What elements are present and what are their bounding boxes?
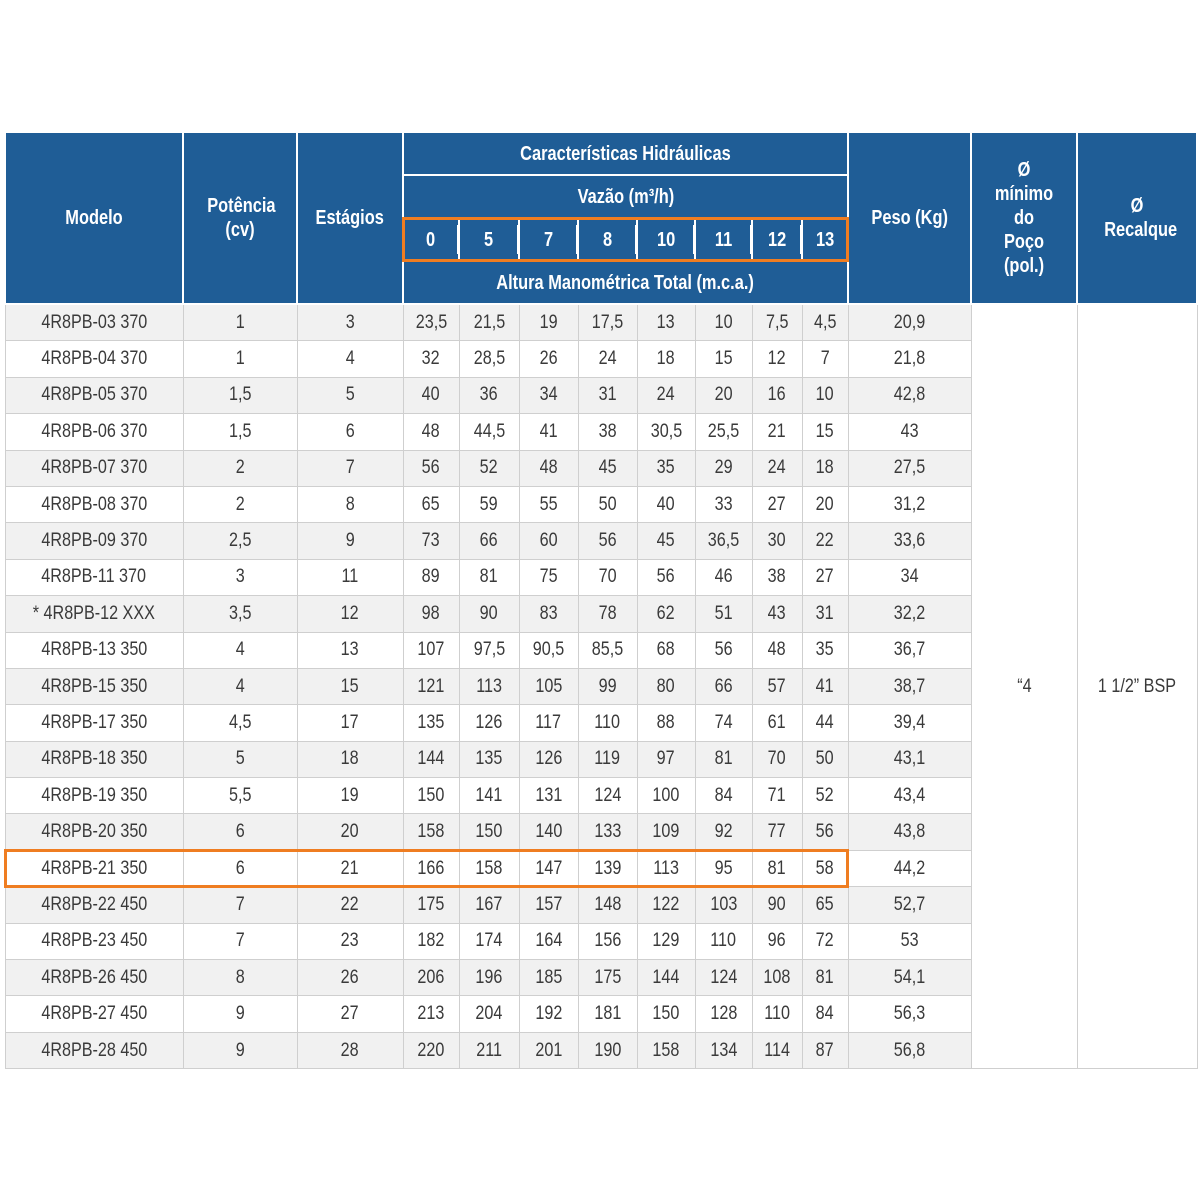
cell-altura: 78 xyxy=(578,596,637,632)
cell-estagios: 11 xyxy=(297,559,403,595)
cell-altura: 110 xyxy=(695,923,752,959)
cell-estagios: 7 xyxy=(297,450,403,486)
cell-altura: 51 xyxy=(695,596,752,632)
cell-peso: 43,8 xyxy=(848,814,971,850)
cell-altura: 90 xyxy=(459,596,519,632)
cell-altura: 52 xyxy=(459,450,519,486)
cell-altura: 48 xyxy=(519,450,578,486)
cell-peso: 39,4 xyxy=(848,705,971,741)
cell-altura: 35 xyxy=(637,450,695,486)
cell-altura: 196 xyxy=(459,960,519,996)
cell-modelo: 4R8PB-21 350 xyxy=(5,850,183,886)
cell-altura: 90,5 xyxy=(519,632,578,668)
cell-altura: 60 xyxy=(519,523,578,559)
cell-estagios: 19 xyxy=(297,778,403,814)
cell-potencia: 2,5 xyxy=(183,523,297,559)
cell-modelo: 4R8PB-28 450 xyxy=(5,1032,183,1068)
cell-altura: 87 xyxy=(802,1032,848,1068)
cell-modelo: 4R8PB-05 370 xyxy=(5,377,183,413)
cell-altura: 70 xyxy=(752,741,802,777)
cell-altura: 122 xyxy=(637,887,695,923)
cell-altura: 55 xyxy=(519,486,578,522)
cell-potencia: 5 xyxy=(183,741,297,777)
cell-altura: 81 xyxy=(752,850,802,886)
cell-altura: 85,5 xyxy=(578,632,637,668)
flow-value: 11 xyxy=(695,218,752,261)
cell-modelo: 4R8PB-19 350 xyxy=(5,778,183,814)
cell-estagios: 27 xyxy=(297,996,403,1032)
cell-altura: 141 xyxy=(459,778,519,814)
cell-diametro-poco: “4 xyxy=(971,304,1077,1069)
cell-peso: 52,7 xyxy=(848,887,971,923)
cell-altura: 190 xyxy=(578,1032,637,1068)
cell-altura: 192 xyxy=(519,996,578,1032)
header-altura: Altura Manométrica Total (m.c.a.) xyxy=(403,261,848,304)
cell-estagios: 8 xyxy=(297,486,403,522)
cell-modelo: 4R8PB-15 350 xyxy=(5,668,183,704)
cell-altura: 56 xyxy=(637,559,695,595)
header-peso: Peso (Kg) xyxy=(848,132,971,304)
cell-altura: 158 xyxy=(637,1032,695,1068)
cell-altura: 81 xyxy=(695,741,752,777)
cell-altura: 81 xyxy=(459,559,519,595)
cell-altura: 56 xyxy=(802,814,848,850)
cell-altura: 15 xyxy=(802,414,848,450)
cell-peso: 27,5 xyxy=(848,450,971,486)
cell-altura: 31 xyxy=(802,596,848,632)
cell-altura: 140 xyxy=(519,814,578,850)
cell-altura: 24 xyxy=(578,341,637,377)
cell-altura: 97,5 xyxy=(459,632,519,668)
cell-altura: 30 xyxy=(752,523,802,559)
cell-altura: 128 xyxy=(695,996,752,1032)
cell-modelo: 4R8PB-13 350 xyxy=(5,632,183,668)
cell-altura: 34 xyxy=(519,377,578,413)
cell-peso: 34 xyxy=(848,559,971,595)
cell-altura: 213 xyxy=(403,996,459,1032)
cell-altura: 158 xyxy=(403,814,459,850)
cell-potencia: 9 xyxy=(183,996,297,1032)
cell-altura: 25,5 xyxy=(695,414,752,450)
cell-altura: 124 xyxy=(695,960,752,996)
cell-altura: 57 xyxy=(752,668,802,704)
cell-altura: 126 xyxy=(519,741,578,777)
cell-altura: 56 xyxy=(403,450,459,486)
cell-altura: 41 xyxy=(802,668,848,704)
cell-estagios: 26 xyxy=(297,960,403,996)
cell-peso: 31,2 xyxy=(848,486,971,522)
cell-estagios: 28 xyxy=(297,1032,403,1068)
cell-altura: 131 xyxy=(519,778,578,814)
cell-altura: 71 xyxy=(752,778,802,814)
cell-potencia: 7 xyxy=(183,887,297,923)
cell-altura: 20 xyxy=(802,486,848,522)
cell-altura: 150 xyxy=(459,814,519,850)
table-header xyxy=(5,132,1197,304)
cell-altura: 10 xyxy=(802,377,848,413)
cell-altura: 135 xyxy=(403,705,459,741)
cell-altura: 24 xyxy=(752,450,802,486)
pump-spec-table-wrapper xyxy=(4,131,1196,1069)
cell-altura: 150 xyxy=(637,996,695,1032)
cell-altura: 43 xyxy=(752,596,802,632)
cell-modelo: 4R8PB-04 370 xyxy=(5,341,183,377)
cell-altura: 38 xyxy=(578,414,637,450)
cell-estagios: 22 xyxy=(297,887,403,923)
cell-altura: 144 xyxy=(403,741,459,777)
cell-altura: 15 xyxy=(695,341,752,377)
cell-altura: 182 xyxy=(403,923,459,959)
cell-altura: 74 xyxy=(695,705,752,741)
cell-modelo: 4R8PB-11 370 xyxy=(5,559,183,595)
cell-altura: 114 xyxy=(752,1032,802,1068)
cell-altura: 40 xyxy=(637,486,695,522)
cell-altura: 27 xyxy=(802,559,848,595)
cell-altura: 135 xyxy=(459,741,519,777)
cell-potencia: 2 xyxy=(183,486,297,522)
header-vazao: Vazão (m³/h) xyxy=(403,175,848,218)
cell-altura: 108 xyxy=(752,960,802,996)
cell-altura: 158 xyxy=(459,850,519,886)
cell-altura: 27 xyxy=(752,486,802,522)
cell-modelo: 4R8PB-18 350 xyxy=(5,741,183,777)
cell-altura: 88 xyxy=(637,705,695,741)
cell-peso: 56,8 xyxy=(848,1032,971,1068)
cell-modelo: 4R8PB-26 450 xyxy=(5,960,183,996)
cell-altura: 70 xyxy=(578,559,637,595)
cell-altura: 92 xyxy=(695,814,752,850)
cell-estagios: 20 xyxy=(297,814,403,850)
cell-potencia: 1,5 xyxy=(183,414,297,450)
cell-peso: 43 xyxy=(848,414,971,450)
cell-altura: 77 xyxy=(752,814,802,850)
cell-modelo: 4R8PB-23 450 xyxy=(5,923,183,959)
cell-altura: 72 xyxy=(802,923,848,959)
cell-peso: 36,7 xyxy=(848,632,971,668)
cell-estagios: 15 xyxy=(297,668,403,704)
cell-potencia: 4 xyxy=(183,668,297,704)
cell-potencia: 6 xyxy=(183,850,297,886)
cell-altura: 113 xyxy=(459,668,519,704)
cell-altura: 28,5 xyxy=(459,341,519,377)
cell-altura: 166 xyxy=(403,850,459,886)
cell-estagios: 13 xyxy=(297,632,403,668)
cell-altura: 32 xyxy=(403,341,459,377)
cell-modelo: 4R8PB-20 350 xyxy=(5,814,183,850)
cell-peso: 53 xyxy=(848,923,971,959)
cell-altura: 109 xyxy=(637,814,695,850)
cell-potencia: 6 xyxy=(183,814,297,850)
header-recalque: Ø Recalque xyxy=(1077,132,1197,304)
cell-modelo: 4R8PB-09 370 xyxy=(5,523,183,559)
cell-altura: 48 xyxy=(752,632,802,668)
cell-altura: 65 xyxy=(403,486,459,522)
cell-altura: 107 xyxy=(403,632,459,668)
cell-recalque: 1 1/2” BSP xyxy=(1077,304,1197,1069)
cell-altura: 206 xyxy=(403,960,459,996)
cell-estagios: 21 xyxy=(297,850,403,886)
pump-spec-table xyxy=(4,131,1198,1069)
cell-altura: 80 xyxy=(637,668,695,704)
cell-altura: 157 xyxy=(519,887,578,923)
cell-modelo: 4R8PB-27 450 xyxy=(5,996,183,1032)
cell-altura: 13 xyxy=(637,304,695,341)
cell-altura: 81 xyxy=(802,960,848,996)
cell-altura: 110 xyxy=(752,996,802,1032)
cell-altura: 68 xyxy=(637,632,695,668)
cell-altura: 45 xyxy=(578,450,637,486)
header-diametro-poco: Ø mínimo do Poço (pol.) xyxy=(971,132,1077,304)
cell-altura: 19 xyxy=(519,304,578,341)
cell-potencia: 2 xyxy=(183,450,297,486)
cell-altura: 7,5 xyxy=(752,304,802,341)
cell-altura: 134 xyxy=(695,1032,752,1068)
flow-value: 12 xyxy=(752,218,802,261)
cell-altura: 119 xyxy=(578,741,637,777)
cell-potencia: 1 xyxy=(183,341,297,377)
cell-altura: 30,5 xyxy=(637,414,695,450)
cell-altura: 26 xyxy=(519,341,578,377)
cell-altura: 100 xyxy=(637,778,695,814)
cell-altura: 36,5 xyxy=(695,523,752,559)
cell-altura: 84 xyxy=(802,996,848,1032)
table-row xyxy=(5,304,1197,341)
cell-altura: 99 xyxy=(578,668,637,704)
cell-potencia: 7 xyxy=(183,923,297,959)
cell-altura: 56 xyxy=(578,523,637,559)
cell-peso: 54,1 xyxy=(848,960,971,996)
cell-altura: 58 xyxy=(802,850,848,886)
cell-altura: 95 xyxy=(695,850,752,886)
cell-potencia: 1,5 xyxy=(183,377,297,413)
cell-altura: 4,5 xyxy=(802,304,848,341)
cell-estagios: 23 xyxy=(297,923,403,959)
cell-potencia: 1 xyxy=(183,304,297,341)
cell-altura: 211 xyxy=(459,1032,519,1068)
cell-altura: 52 xyxy=(802,778,848,814)
cell-altura: 12 xyxy=(752,341,802,377)
cell-estagios: 5 xyxy=(297,377,403,413)
cell-altura: 97 xyxy=(637,741,695,777)
cell-estagios: 18 xyxy=(297,741,403,777)
cell-altura: 150 xyxy=(403,778,459,814)
cell-modelo: 4R8PB-08 370 xyxy=(5,486,183,522)
header-caracteristicas: Características Hidráulicas xyxy=(403,132,848,175)
cell-potencia: 3,5 xyxy=(183,596,297,632)
cell-altura: 147 xyxy=(519,850,578,886)
cell-peso: 44,2 xyxy=(848,850,971,886)
cell-altura: 56 xyxy=(695,632,752,668)
cell-modelo: * 4R8PB-12 XXX xyxy=(5,596,183,632)
cell-peso: 38,7 xyxy=(848,668,971,704)
cell-modelo: 4R8PB-17 350 xyxy=(5,705,183,741)
cell-potencia: 5,5 xyxy=(183,778,297,814)
cell-altura: 59 xyxy=(459,486,519,522)
cell-altura: 96 xyxy=(752,923,802,959)
cell-potencia: 4,5 xyxy=(183,705,297,741)
cell-altura: 38 xyxy=(752,559,802,595)
cell-altura: 75 xyxy=(519,559,578,595)
flow-value: 13 xyxy=(802,218,848,261)
cell-altura: 105 xyxy=(519,668,578,704)
cell-altura: 185 xyxy=(519,960,578,996)
cell-altura: 41 xyxy=(519,414,578,450)
cell-altura: 144 xyxy=(637,960,695,996)
cell-altura: 18 xyxy=(802,450,848,486)
cell-peso: 42,8 xyxy=(848,377,971,413)
cell-altura: 21,5 xyxy=(459,304,519,341)
cell-altura: 126 xyxy=(459,705,519,741)
cell-altura: 21 xyxy=(752,414,802,450)
cell-peso: 56,3 xyxy=(848,996,971,1032)
cell-altura: 204 xyxy=(459,996,519,1032)
flow-value: 5 xyxy=(459,218,519,261)
cell-altura: 22 xyxy=(802,523,848,559)
cell-altura: 121 xyxy=(403,668,459,704)
cell-altura: 61 xyxy=(752,705,802,741)
cell-altura: 29 xyxy=(695,450,752,486)
cell-altura: 24 xyxy=(637,377,695,413)
cell-estagios: 12 xyxy=(297,596,403,632)
cell-altura: 66 xyxy=(459,523,519,559)
flow-value: 0 xyxy=(403,218,459,261)
cell-peso: 33,6 xyxy=(848,523,971,559)
cell-altura: 36 xyxy=(459,377,519,413)
cell-altura: 18 xyxy=(637,341,695,377)
cell-altura: 62 xyxy=(637,596,695,632)
cell-modelo: 4R8PB-07 370 xyxy=(5,450,183,486)
cell-altura: 10 xyxy=(695,304,752,341)
cell-peso: 43,4 xyxy=(848,778,971,814)
cell-altura: 110 xyxy=(578,705,637,741)
cell-potencia: 8 xyxy=(183,960,297,996)
cell-altura: 90 xyxy=(752,887,802,923)
cell-altura: 98 xyxy=(403,596,459,632)
cell-peso: 20,9 xyxy=(848,304,971,341)
cell-modelo: 4R8PB-22 450 xyxy=(5,887,183,923)
cell-altura: 73 xyxy=(403,523,459,559)
cell-altura: 33 xyxy=(695,486,752,522)
cell-estagios: 17 xyxy=(297,705,403,741)
cell-altura: 201 xyxy=(519,1032,578,1068)
flow-value: 8 xyxy=(578,218,637,261)
cell-altura: 181 xyxy=(578,996,637,1032)
cell-estagios: 4 xyxy=(297,341,403,377)
cell-estagios: 9 xyxy=(297,523,403,559)
cell-altura: 167 xyxy=(459,887,519,923)
cell-altura: 45 xyxy=(637,523,695,559)
cell-altura: 129 xyxy=(637,923,695,959)
cell-peso: 43,1 xyxy=(848,741,971,777)
cell-altura: 139 xyxy=(578,850,637,886)
cell-altura: 44 xyxy=(802,705,848,741)
cell-altura: 84 xyxy=(695,778,752,814)
cell-altura: 175 xyxy=(403,887,459,923)
cell-altura: 117 xyxy=(519,705,578,741)
cell-potencia: 4 xyxy=(183,632,297,668)
cell-altura: 124 xyxy=(578,778,637,814)
cell-altura: 65 xyxy=(802,887,848,923)
cell-estagios: 3 xyxy=(297,304,403,341)
cell-altura: 50 xyxy=(802,741,848,777)
cell-altura: 89 xyxy=(403,559,459,595)
cell-altura: 220 xyxy=(403,1032,459,1068)
flow-value: 10 xyxy=(637,218,695,261)
cell-potencia: 3 xyxy=(183,559,297,595)
cell-modelo: 4R8PB-06 370 xyxy=(5,414,183,450)
cell-estagios: 6 xyxy=(297,414,403,450)
cell-altura: 103 xyxy=(695,887,752,923)
cell-modelo: 4R8PB-03 370 xyxy=(5,304,183,341)
cell-altura: 7 xyxy=(802,341,848,377)
cell-altura: 20 xyxy=(695,377,752,413)
cell-peso: 32,2 xyxy=(848,596,971,632)
cell-altura: 133 xyxy=(578,814,637,850)
cell-altura: 23,5 xyxy=(403,304,459,341)
cell-altura: 44,5 xyxy=(459,414,519,450)
cell-altura: 174 xyxy=(459,923,519,959)
cell-altura: 164 xyxy=(519,923,578,959)
table-body xyxy=(5,304,1197,1069)
header-potencia: Potência (cv) xyxy=(183,132,297,304)
cell-altura: 148 xyxy=(578,887,637,923)
cell-peso: 21,8 xyxy=(848,341,971,377)
cell-altura: 156 xyxy=(578,923,637,959)
cell-altura: 175 xyxy=(578,960,637,996)
cell-altura: 83 xyxy=(519,596,578,632)
cell-altura: 16 xyxy=(752,377,802,413)
header-modelo: Modelo xyxy=(5,132,183,304)
cell-altura: 46 xyxy=(695,559,752,595)
cell-altura: 66 xyxy=(695,668,752,704)
cell-altura: 31 xyxy=(578,377,637,413)
cell-potencia: 9 xyxy=(183,1032,297,1068)
cell-altura: 35 xyxy=(802,632,848,668)
cell-altura: 40 xyxy=(403,377,459,413)
header-estagios: Estágios xyxy=(297,132,403,304)
cell-altura: 17,5 xyxy=(578,304,637,341)
flow-value: 7 xyxy=(519,218,578,261)
cell-altura: 113 xyxy=(637,850,695,886)
cell-altura: 48 xyxy=(403,414,459,450)
cell-altura: 50 xyxy=(578,486,637,522)
